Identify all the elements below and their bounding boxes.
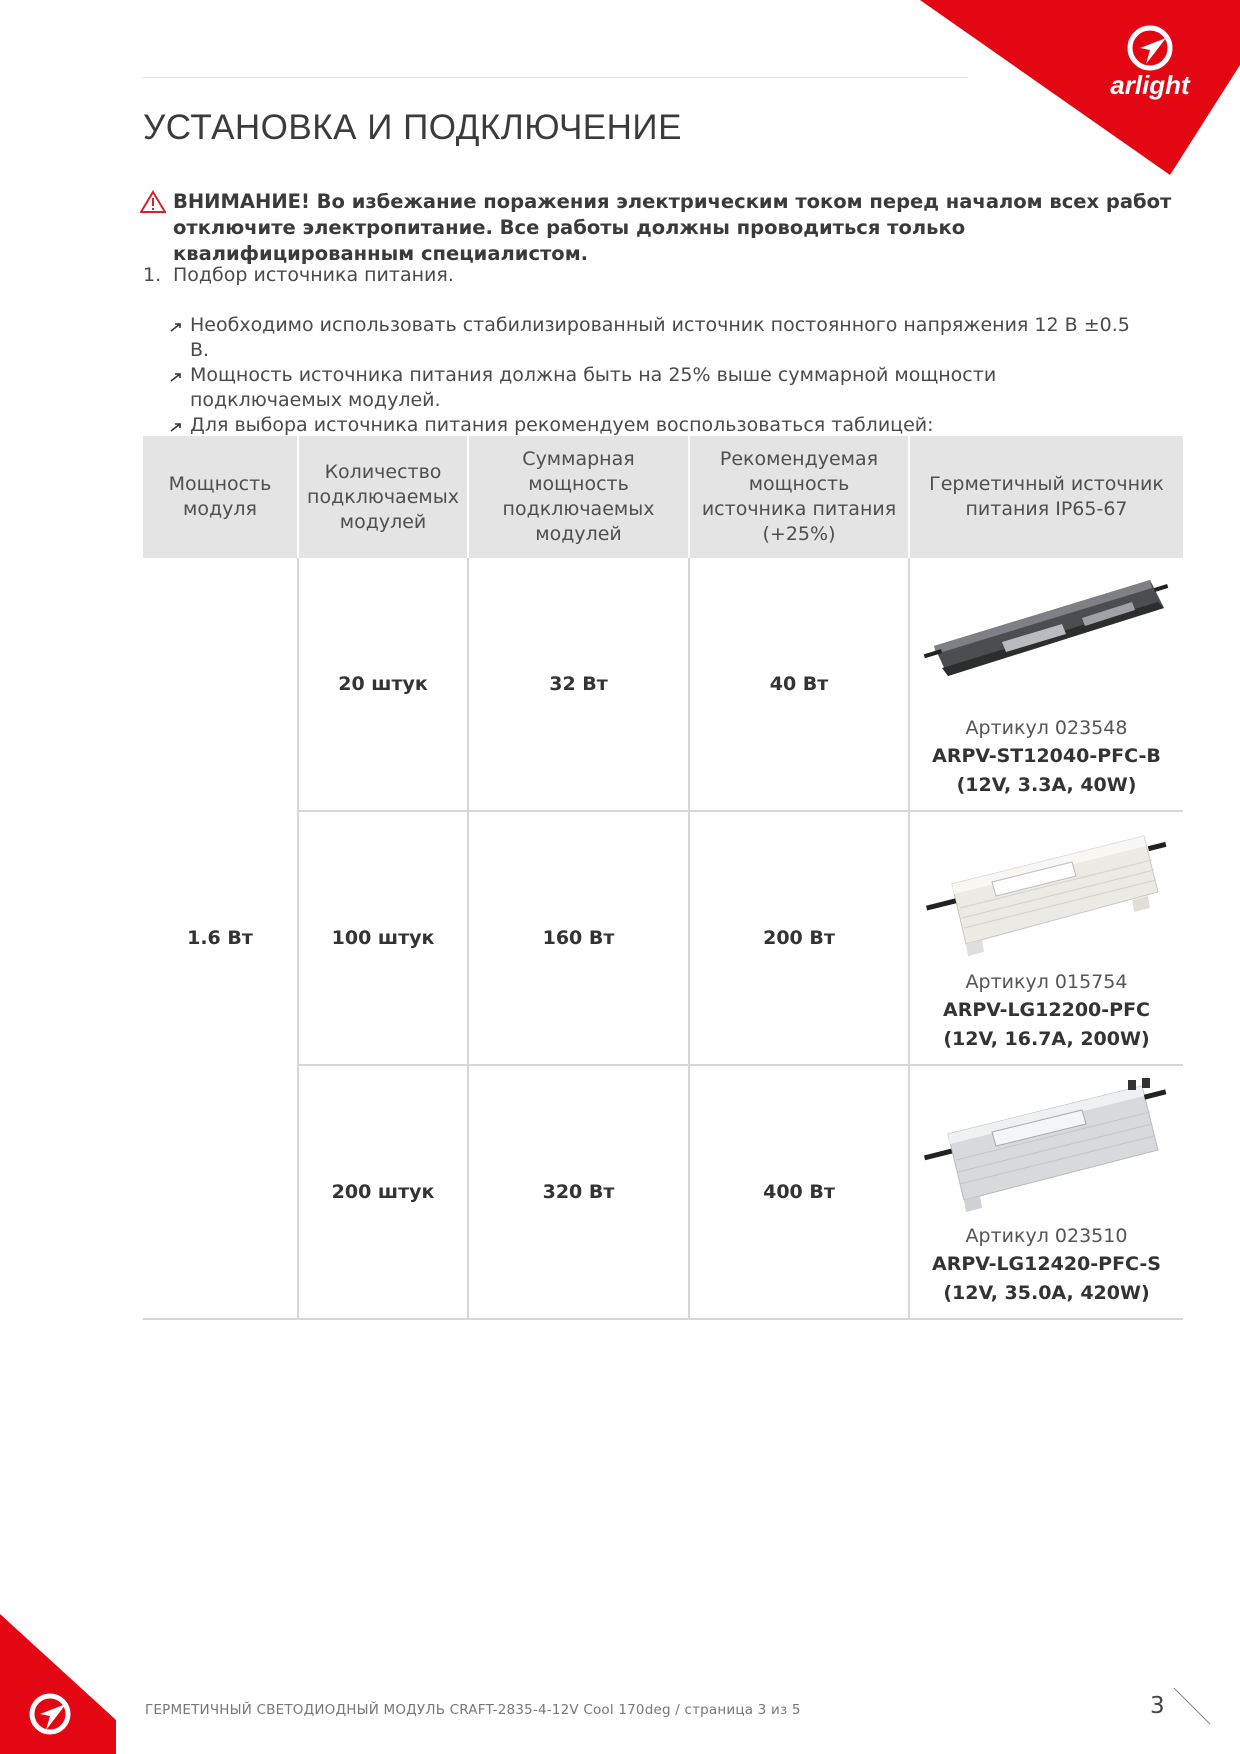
model-name: ARPV-LG12420-PFC-S	[931, 1253, 1161, 1275]
top-rule	[143, 77, 968, 78]
table-header-row	[143, 436, 1183, 558]
step-label: Подбор источника питания.	[173, 264, 454, 286]
page-title: УСТАНОВКА И ПОДКЛЮЧЕНИЕ	[143, 108, 682, 147]
recommended-power-cell: 200 Вт	[689, 811, 909, 1065]
quantity-cell: 100 штук	[298, 811, 468, 1065]
brand-corner	[920, 0, 1240, 175]
list-item	[170, 413, 1130, 438]
module-power-cell: 1.6 Вт	[143, 558, 298, 1319]
header-module-power: Мощность модуля	[143, 436, 298, 558]
article-number: Артикул 023510	[965, 1225, 1128, 1247]
page-slash-icon	[1172, 1686, 1212, 1726]
model-spec: (12V, 16.7A, 200W)	[943, 1028, 1150, 1050]
model-name: ARPV-LG12200-PFC	[942, 999, 1150, 1021]
list-item-text: Мощность источника питания должна быть на 25% выше суммарной мощности подключаемых модулей.	[190, 364, 997, 411]
svg-text:arlight: arlight	[1110, 70, 1190, 100]
list-item	[170, 313, 1130, 363]
power-supply-cell	[909, 558, 1183, 811]
article-number: Артикул 015754	[965, 971, 1128, 993]
step-number: 1.	[143, 264, 162, 286]
quantity-cell: 200 штук	[298, 1065, 468, 1319]
model-name: ARPV-ST12040-PFC-B	[932, 745, 1161, 767]
table-row	[143, 811, 1183, 1065]
requirements-list	[170, 313, 1130, 438]
warning-text: ВНИМАНИЕ! Во избежание поражения электрическим током перед началом всех работ отключите электропитание. Все работы должны проводиться только квалифицированным специалистом.	[173, 190, 1172, 265]
power-supply-cell	[909, 811, 1183, 1065]
arrow-bullet-icon	[170, 372, 182, 382]
arrow-bullet-icon	[170, 422, 182, 432]
total-power-cell: 320 Вт	[468, 1065, 689, 1319]
table-row	[143, 558, 1183, 811]
header-quantity: Количество подключаемых модулей	[298, 436, 468, 558]
model-spec: (12V, 35.0A, 420W)	[943, 1282, 1150, 1304]
list-item-text: Для выбора источника питания рекомендуем воспользоваться таблицей:	[190, 414, 934, 436]
step-1	[143, 264, 454, 286]
list-item-text: Необходимо использовать стабилизированный источник постоянного напряжения 12 В ±0.5 В.	[190, 314, 1130, 361]
header-power-supply: Герметичный источник питания IP65-67	[909, 436, 1183, 558]
footer-brand-corner	[0, 1614, 120, 1754]
power-supply-white-image	[922, 822, 1172, 962]
table-row	[143, 1065, 1183, 1319]
recommended-power-cell: 400 Вт	[689, 1065, 909, 1319]
header-recommended-power: Рекомендуемая мощность источника питания (+25%)	[689, 436, 909, 558]
list-item	[170, 363, 1130, 413]
power-supply-table	[143, 436, 1183, 1320]
page-number: 3	[1150, 1693, 1165, 1719]
total-power-cell: 32 Вт	[468, 558, 689, 811]
power-supply-silver-image	[922, 1076, 1172, 1216]
total-power-cell: 160 Вт	[468, 811, 689, 1065]
power-supply-dark-image	[922, 568, 1172, 708]
header-total-power: Суммарная мощность подключаемых модулей	[468, 436, 689, 558]
recommended-power-cell: 40 Вт	[689, 558, 909, 811]
power-supply-cell	[909, 1065, 1183, 1319]
warning-block	[140, 189, 1180, 267]
warning-triangle-icon	[140, 190, 166, 214]
quantity-cell: 20 штук	[298, 558, 468, 811]
footer-text: ГЕРМЕТИЧНЫЙ СВЕТОДИОДНЫЙ МОДУЛЬ CRAFT-2835-4-12V Cool 170deg / страница 3 из 5	[145, 1702, 801, 1718]
model-spec: (12V, 3.3A, 40W)	[956, 774, 1137, 796]
arrow-bullet-icon	[170, 322, 182, 332]
article-number: Артикул 023548	[965, 717, 1128, 739]
